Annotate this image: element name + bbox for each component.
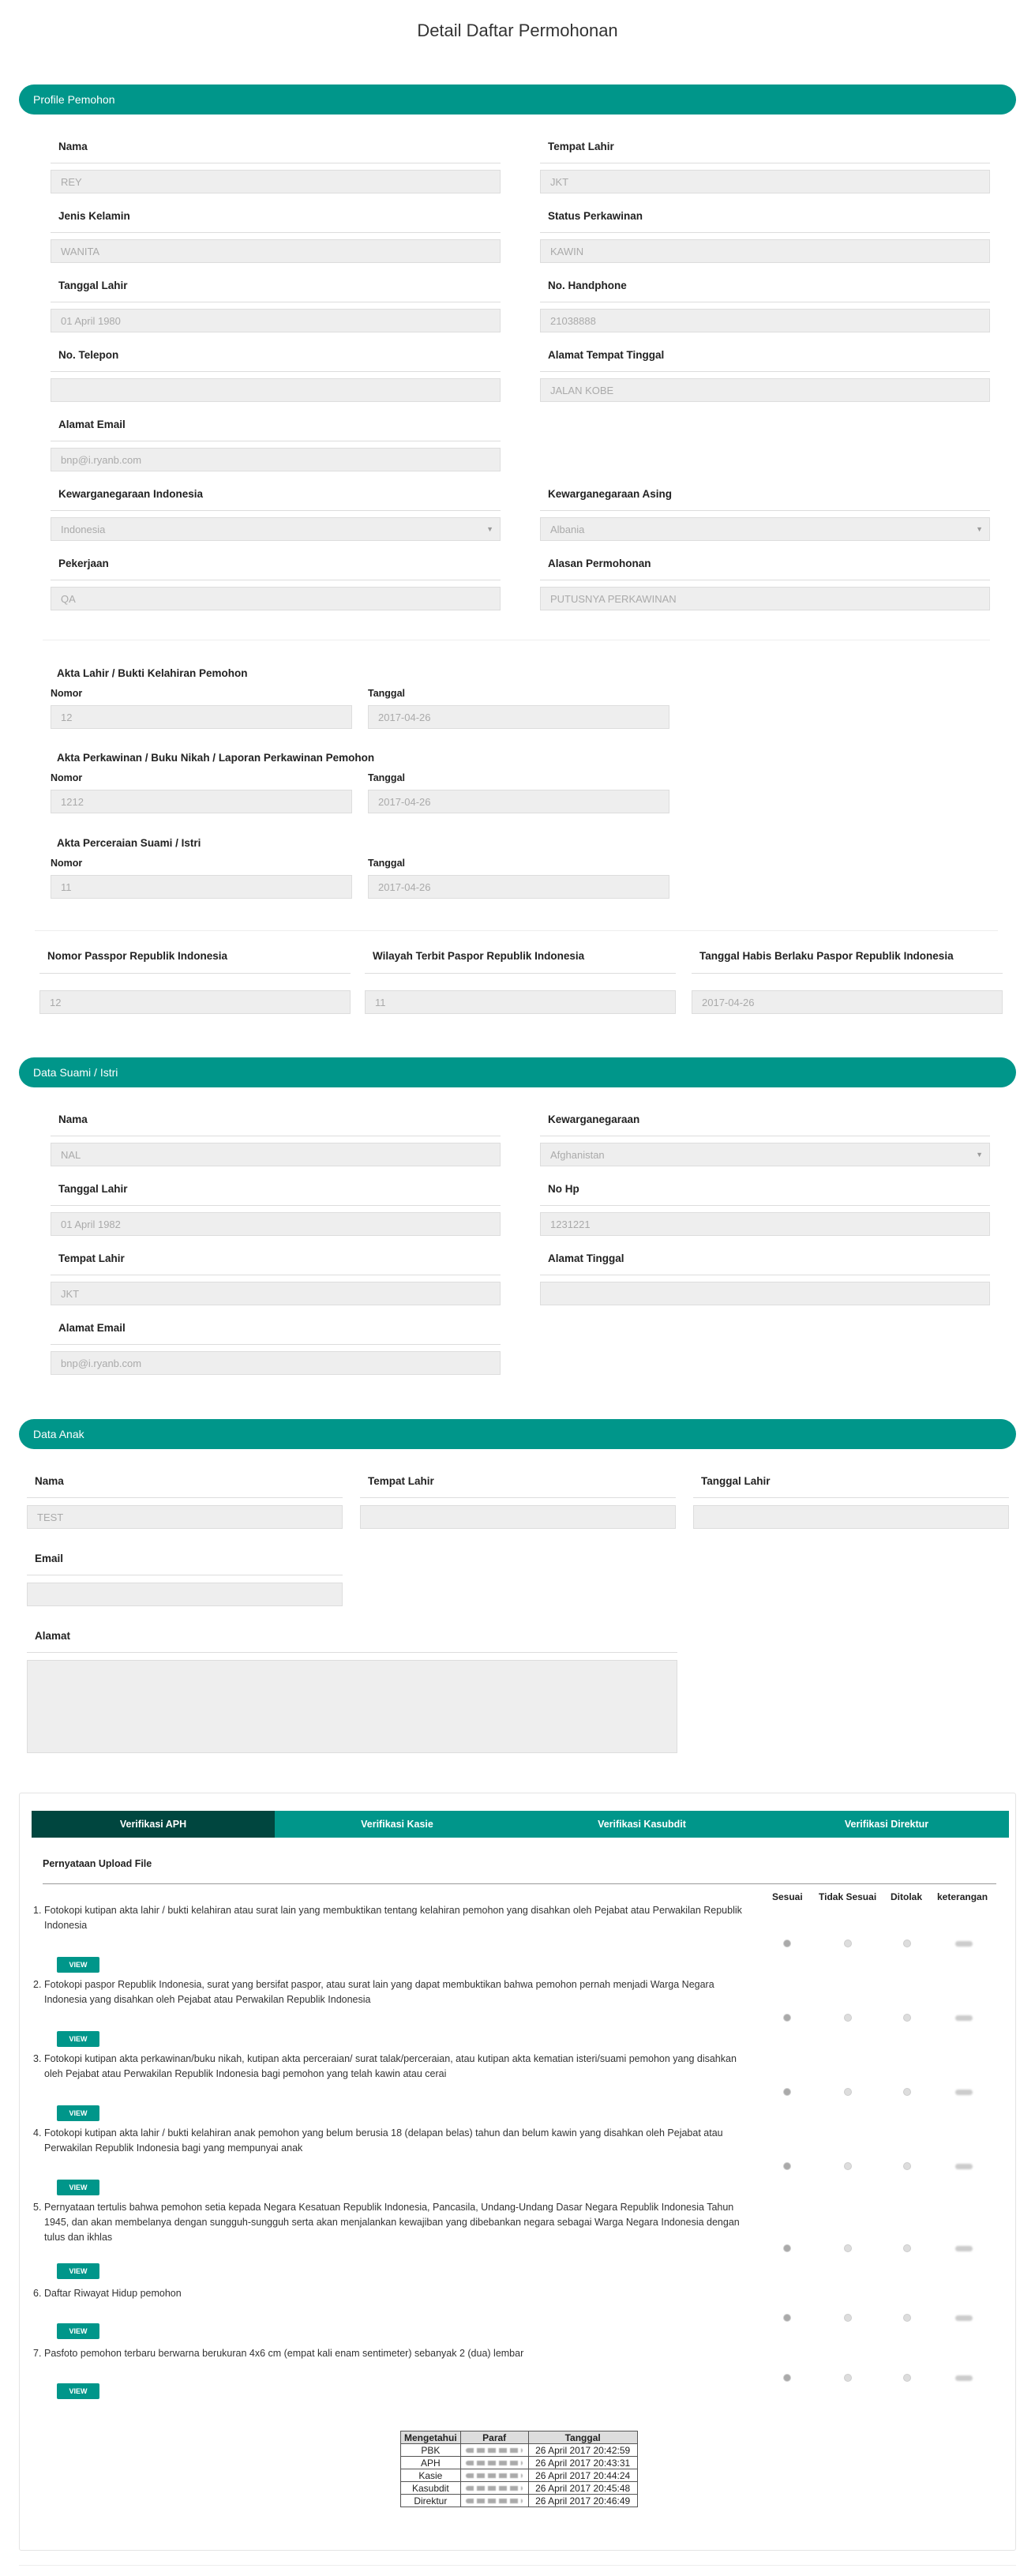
label-nama: Nama xyxy=(58,141,88,152)
divider xyxy=(43,1883,996,1884)
item-number: 5. xyxy=(33,2202,42,2213)
radio-ditolak[interactable] xyxy=(903,2374,911,2382)
col-tidak-sesuai: Tidak Sesuai xyxy=(819,1891,877,1902)
keterangan-input[interactable] xyxy=(955,2015,973,2021)
child-tanggal-lahir-field[interactable] xyxy=(693,1505,1009,1529)
keterangan-input[interactable] xyxy=(955,2164,973,2169)
spouse-alamat-tinggal-field[interactable] xyxy=(540,1282,990,1305)
role-cell: PBK xyxy=(401,2444,461,2457)
section-profile-header: Profile Pemohon xyxy=(19,84,1016,115)
signature-image xyxy=(466,2486,523,2491)
item-number: 6. xyxy=(33,2288,42,2299)
divider xyxy=(51,510,501,511)
status-perkawinan-field[interactable]: KAWIN xyxy=(540,239,990,263)
keterangan-input[interactable] xyxy=(955,2375,973,2381)
spouse-kewarganegaraan-select[interactable] xyxy=(540,1143,990,1166)
divider xyxy=(693,1497,1009,1498)
select-value: Albania xyxy=(550,524,585,535)
list-item xyxy=(33,2286,755,2301)
label-tanggal-habis: Tanggal Habis Berlaku Paspor Republik Indonesia xyxy=(699,950,954,962)
select-value: Afghanistan xyxy=(550,1149,605,1161)
caret-down-icon: ▼ xyxy=(976,525,983,533)
label-spouse-nama: Nama xyxy=(58,1113,88,1125)
keterangan-input[interactable] xyxy=(955,1941,973,1947)
label-child-tanggal-lahir: Tanggal Lahir xyxy=(701,1475,771,1487)
caret-down-icon: ▼ xyxy=(486,525,493,533)
label-status-perkawinan: Status Perkawinan xyxy=(548,210,643,222)
radio-ditolak[interactable] xyxy=(903,2314,911,2322)
label-jenis-kelamin: Jenis Kelamin xyxy=(58,210,130,222)
divider xyxy=(540,1205,990,1206)
radio-sesuai[interactable] xyxy=(783,2014,791,2022)
item-text: Pasfoto pemohon terbaru berwarna berukuran 4x6 cm (empat kali enam sentimeter) sebanyak 2 (dua) lembar xyxy=(44,2348,524,2359)
verification-subtitle: Pernyataan Upload File xyxy=(43,1858,152,1869)
divider xyxy=(27,1652,677,1653)
label-alamat-tempat-tinggal: Alamat Tempat Tinggal xyxy=(548,349,665,361)
col-mengetahui: Mengetahui xyxy=(401,2431,461,2444)
radio-ditolak[interactable] xyxy=(903,2088,911,2096)
radio-ditolak[interactable] xyxy=(903,2014,911,2022)
view-button[interactable]: VIEW xyxy=(57,2105,99,2121)
radio-tidak-sesuai[interactable] xyxy=(844,2088,852,2096)
label-child-nama: Nama xyxy=(35,1475,64,1487)
radio-tidak-sesuai[interactable] xyxy=(844,2314,852,2322)
paraf-cell xyxy=(460,2444,528,2457)
label-no-telepon: No. Telepon xyxy=(58,349,119,361)
date-cell: 26 April 2017 20:44:24 xyxy=(528,2469,637,2482)
view-button[interactable]: VIEW xyxy=(57,2031,99,2047)
list-item xyxy=(33,2052,755,2082)
label-pekerjaan: Pekerjaan xyxy=(58,558,109,569)
label-tempat-lahir: Tempat Lahir xyxy=(548,141,614,152)
col-tanggal: Tanggal xyxy=(528,2431,637,2444)
no-handphone-field[interactable]: 21038888 xyxy=(540,309,990,332)
nama-field[interactable]: REY xyxy=(51,170,501,193)
akta-lahir-nomor-field[interactable]: 12 xyxy=(51,705,352,729)
item-text: Fotokopi kutipan akta lahir / bukti kelahiran atau surat lain yang membuktikan tentang kelahiran pemohon yang disahkan oleh Pejabat atau Perwakilan Republik Indonesia xyxy=(44,1905,742,1931)
pekerjaan-field[interactable]: QA xyxy=(51,587,501,610)
label-child-tempat-lahir: Tempat Lahir xyxy=(368,1475,434,1487)
divider xyxy=(51,1205,501,1206)
alasan-permohonan-field[interactable]: PUTUSNYA PERKAWINAN xyxy=(540,587,990,610)
view-button[interactable]: VIEW xyxy=(57,2180,99,2195)
item-number: 2. xyxy=(33,1979,42,1990)
label-tanggal: Tanggal xyxy=(368,772,405,783)
label-akta-lahir: Akta Lahir / Bukti Kelahiran Pemohon xyxy=(57,667,248,679)
nomor-paspor-field[interactable]: 12 xyxy=(39,990,351,1014)
label-spouse-kewarganegaraan: Kewarganegaraan xyxy=(548,1113,640,1125)
date-cell: 26 April 2017 20:42:59 xyxy=(528,2444,637,2457)
item-number: 1. xyxy=(33,1905,42,1916)
radio-ditolak[interactable] xyxy=(903,2244,911,2252)
kewarganegaraan-indonesia-select[interactable] xyxy=(51,517,501,541)
radio-tidak-sesuai[interactable] xyxy=(844,2014,852,2022)
table-row xyxy=(401,2469,638,2482)
akta-lahir-tanggal-field[interactable]: 2017-04-26 xyxy=(368,705,669,729)
item-number: 7. xyxy=(33,2348,42,2359)
label-spouse-alamat-tinggal: Alamat Tinggal xyxy=(548,1252,624,1264)
select-value: Indonesia xyxy=(61,524,106,535)
signature-image xyxy=(466,2448,523,2453)
radio-sesuai[interactable] xyxy=(783,2374,791,2382)
role-cell: Kasubdit xyxy=(401,2482,461,2495)
akta-perceraian-tanggal-field[interactable]: 2017-04-26 xyxy=(368,875,669,899)
tab-verifikasi-direktur[interactable]: Verifikasi Direktur xyxy=(764,1811,1009,1838)
label-tanggal: Tanggal xyxy=(368,688,405,699)
keterangan-input[interactable] xyxy=(955,2090,973,2095)
caret-down-icon: ▼ xyxy=(976,1151,983,1158)
item-text: Fotokopi kutipan akta perkawinan/buku nikah, kutipan akta perceraian/ surat talak/perceraian, atau kutipan akta kematian isteri/suami pemohon yang disahkan oleh Pejabat atau Perwakilan Republik Indonesia bagi pemohon yang telah kawin atau cerai xyxy=(44,2053,737,2079)
table-row xyxy=(401,2495,638,2507)
child-nama-field[interactable]: TEST xyxy=(27,1505,343,1529)
radio-sesuai[interactable] xyxy=(783,2314,791,2322)
divider xyxy=(365,973,676,974)
label-spouse-no-hp: No Hp xyxy=(548,1183,579,1195)
radio-tidak-sesuai[interactable] xyxy=(844,1940,852,1947)
tempat-lahir-field[interactable]: JKT xyxy=(540,170,990,193)
label-spouse-tempat-lahir: Tempat Lahir xyxy=(58,1252,125,1264)
label-no-handphone: No. Handphone xyxy=(548,280,627,291)
jenis-kelamin-field[interactable]: WANITA xyxy=(51,239,501,263)
label-kewarganegaraan-asing: Kewarganegaraan Asing xyxy=(548,488,673,500)
col-paraf: Paraf xyxy=(460,2431,528,2444)
list-item xyxy=(33,1977,755,2007)
divider xyxy=(51,232,501,233)
item-number: 3. xyxy=(33,2053,42,2064)
label-wilayah-terbit: Wilayah Terbit Paspor Republik Indonesia xyxy=(373,950,585,962)
kewarganegaraan-asing-select[interactable] xyxy=(540,517,990,541)
label-tanggal: Tanggal xyxy=(368,858,405,869)
divider xyxy=(51,371,501,372)
date-cell: 26 April 2017 20:45:48 xyxy=(528,2482,637,2495)
table-row xyxy=(401,2482,638,2495)
radio-tidak-sesuai[interactable] xyxy=(844,2374,852,2382)
spouse-tanggal-lahir-field[interactable]: 01 April 1982 xyxy=(51,1212,501,1236)
role-cell: APH xyxy=(401,2457,461,2469)
divider xyxy=(39,973,351,974)
label-alamat-email: Alamat Email xyxy=(58,419,126,430)
divider xyxy=(540,232,990,233)
tab-verifikasi-aph[interactable]: Verifikasi APH xyxy=(32,1811,275,1838)
radio-tidak-sesuai[interactable] xyxy=(844,2162,852,2170)
label-tanggal-lahir: Tanggal Lahir xyxy=(58,280,128,291)
radio-sesuai[interactable] xyxy=(783,2244,791,2252)
spouse-alamat-email-field[interactable]: bnp@i.ryanb.com xyxy=(51,1351,501,1375)
table-header-row xyxy=(401,2431,638,2444)
table-row xyxy=(401,2457,638,2469)
role-cell: Direktur xyxy=(401,2495,461,2507)
paraf-cell xyxy=(460,2495,528,2507)
spouse-tempat-lahir-field[interactable]: JKT xyxy=(51,1282,501,1305)
paraf-cell xyxy=(460,2457,528,2469)
role-cell: Kasie xyxy=(401,2469,461,2482)
spouse-no-hp-field[interactable]: 1231221 xyxy=(540,1212,990,1236)
view-button[interactable]: VIEW xyxy=(57,2263,99,2279)
view-button[interactable]: VIEW xyxy=(57,1957,99,1973)
view-button[interactable]: VIEW xyxy=(57,2383,99,2399)
keterangan-input[interactable] xyxy=(955,2246,973,2251)
list-item xyxy=(33,2346,755,2361)
signature-image xyxy=(466,2473,523,2478)
label-nomor: Nomor xyxy=(51,688,83,699)
radio-sesuai[interactable] xyxy=(783,1940,791,1947)
signature-image xyxy=(466,2461,523,2465)
label-nomor-paspor: Nomor Passpor Republik Indonesia xyxy=(47,950,228,962)
label-kewarganegaraan-indonesia: Kewarganegaraan Indonesia xyxy=(58,488,204,500)
radio-ditolak[interactable] xyxy=(903,1940,911,1947)
alamat-tempat-tinggal-field[interactable]: JALAN KOBE xyxy=(540,378,990,402)
child-alamat-textarea[interactable] xyxy=(27,1660,677,1753)
tanggal-habis-field[interactable]: 2017-04-26 xyxy=(692,990,1003,1014)
view-button[interactable]: VIEW xyxy=(57,2323,99,2339)
col-ditolak: Ditolak xyxy=(891,1891,923,1902)
paraf-cell xyxy=(460,2469,528,2482)
signature-image xyxy=(466,2499,523,2503)
tanggal-lahir-field[interactable]: 01 April 1980 xyxy=(51,309,501,332)
radio-ditolak[interactable] xyxy=(903,2162,911,2170)
item-text: Pernyataan tertulis bahwa pemohon setia kepada Negara Kesatuan Republik Indonesia, Pancasila, Undang-Undang Dasar Negara Republik Indonesia Tahun 1945, dan akan membelanya dengan sungguh-sungguh serta akan menjalankan kewajiban yang dibebankan negara sebagai Warga Negara Indonesia dengan tulus dan ikhlas xyxy=(44,2202,740,2243)
col-keterangan: keterangan xyxy=(937,1891,988,1902)
paraf-cell xyxy=(460,2482,528,2495)
wilayah-terbit-field[interactable]: 11 xyxy=(365,990,676,1014)
spouse-nama-field[interactable]: NAL xyxy=(51,1143,501,1166)
alamat-email-field[interactable]: bnp@i.ryanb.com xyxy=(51,448,501,471)
divider xyxy=(360,1497,676,1498)
label-spouse-alamat-email: Alamat Email xyxy=(58,1322,126,1334)
label-akta-perceraian: Akta Perceraian Suami / Istri xyxy=(57,837,201,849)
section-child-header: Data Anak xyxy=(19,1419,1016,1449)
label-nomor: Nomor xyxy=(51,772,83,783)
tab-verifikasi-kasubdit[interactable]: Verifikasi Kasubdit xyxy=(519,1811,764,1838)
divider xyxy=(51,1344,501,1345)
akta-perkawinan-nomor-field[interactable]: 1212 xyxy=(51,790,352,813)
date-cell: 26 April 2017 20:43:31 xyxy=(528,2457,637,2469)
item-text: Fotokopi kutipan akta lahir / bukti kelahiran anak pemohon yang belum berusia 18 (delapan belas) tahun dan belum kawin yang disahkan oleh Pejabat atau Perwakilan Republik Indonesia bagi yang mempunyai anak xyxy=(44,2127,723,2154)
radio-sesuai[interactable] xyxy=(783,2162,791,2170)
page-title: Detail Daftar Permohonan xyxy=(417,21,618,40)
separator xyxy=(35,930,998,931)
divider xyxy=(540,371,990,372)
child-tempat-lahir-field[interactable] xyxy=(360,1505,676,1529)
label-child-alamat: Alamat xyxy=(35,1630,71,1642)
date-cell: 26 April 2017 20:46:49 xyxy=(528,2495,637,2507)
tab-verifikasi-kasie[interactable]: Verifikasi Kasie xyxy=(275,1811,519,1838)
list-item xyxy=(33,2126,755,2156)
divider xyxy=(27,1497,343,1498)
akta-perceraian-nomor-field[interactable]: 11 xyxy=(51,875,352,899)
label-child-email: Email xyxy=(35,1553,64,1564)
table-row xyxy=(401,2444,638,2457)
label-spouse-tanggal-lahir: Tanggal Lahir xyxy=(58,1183,128,1195)
no-telepon-field[interactable] xyxy=(51,378,501,402)
divider xyxy=(540,510,990,511)
list-item xyxy=(33,2200,755,2245)
section-spouse-header: Data Suami / Istri xyxy=(19,1057,1016,1087)
child-email-field[interactable] xyxy=(27,1583,343,1606)
radio-tidak-sesuai[interactable] xyxy=(844,2244,852,2252)
col-sesuai: Sesuai xyxy=(772,1891,803,1902)
item-text: Daftar Riwayat Hidup pemohon xyxy=(44,2288,182,2299)
divider xyxy=(692,973,1003,974)
radio-sesuai[interactable] xyxy=(783,2088,791,2096)
signoff-table xyxy=(400,2431,638,2507)
footer-separator xyxy=(19,2565,1016,2566)
label-alasan-permohonan: Alasan Permohonan xyxy=(548,558,651,569)
keterangan-input[interactable] xyxy=(955,2315,973,2321)
akta-perkawinan-tanggal-field[interactable]: 2017-04-26 xyxy=(368,790,669,813)
label-akta-perkawinan: Akta Perkawinan / Buku Nikah / Laporan Perkawinan Pemohon xyxy=(57,752,375,764)
item-text: Fotokopi paspor Republik Indonesia, surat yang bersifat paspor, atau surat lain yang dapat membuktikan bahwa pemohon pernah menjadi Warga Negara Indonesia yang disahkan oleh Pejabat atau Perwakilan Republik Indonesia xyxy=(44,1979,714,2005)
label-nomor: Nomor xyxy=(51,858,83,869)
item-number: 4. xyxy=(33,2127,42,2139)
list-item xyxy=(33,1903,755,1933)
